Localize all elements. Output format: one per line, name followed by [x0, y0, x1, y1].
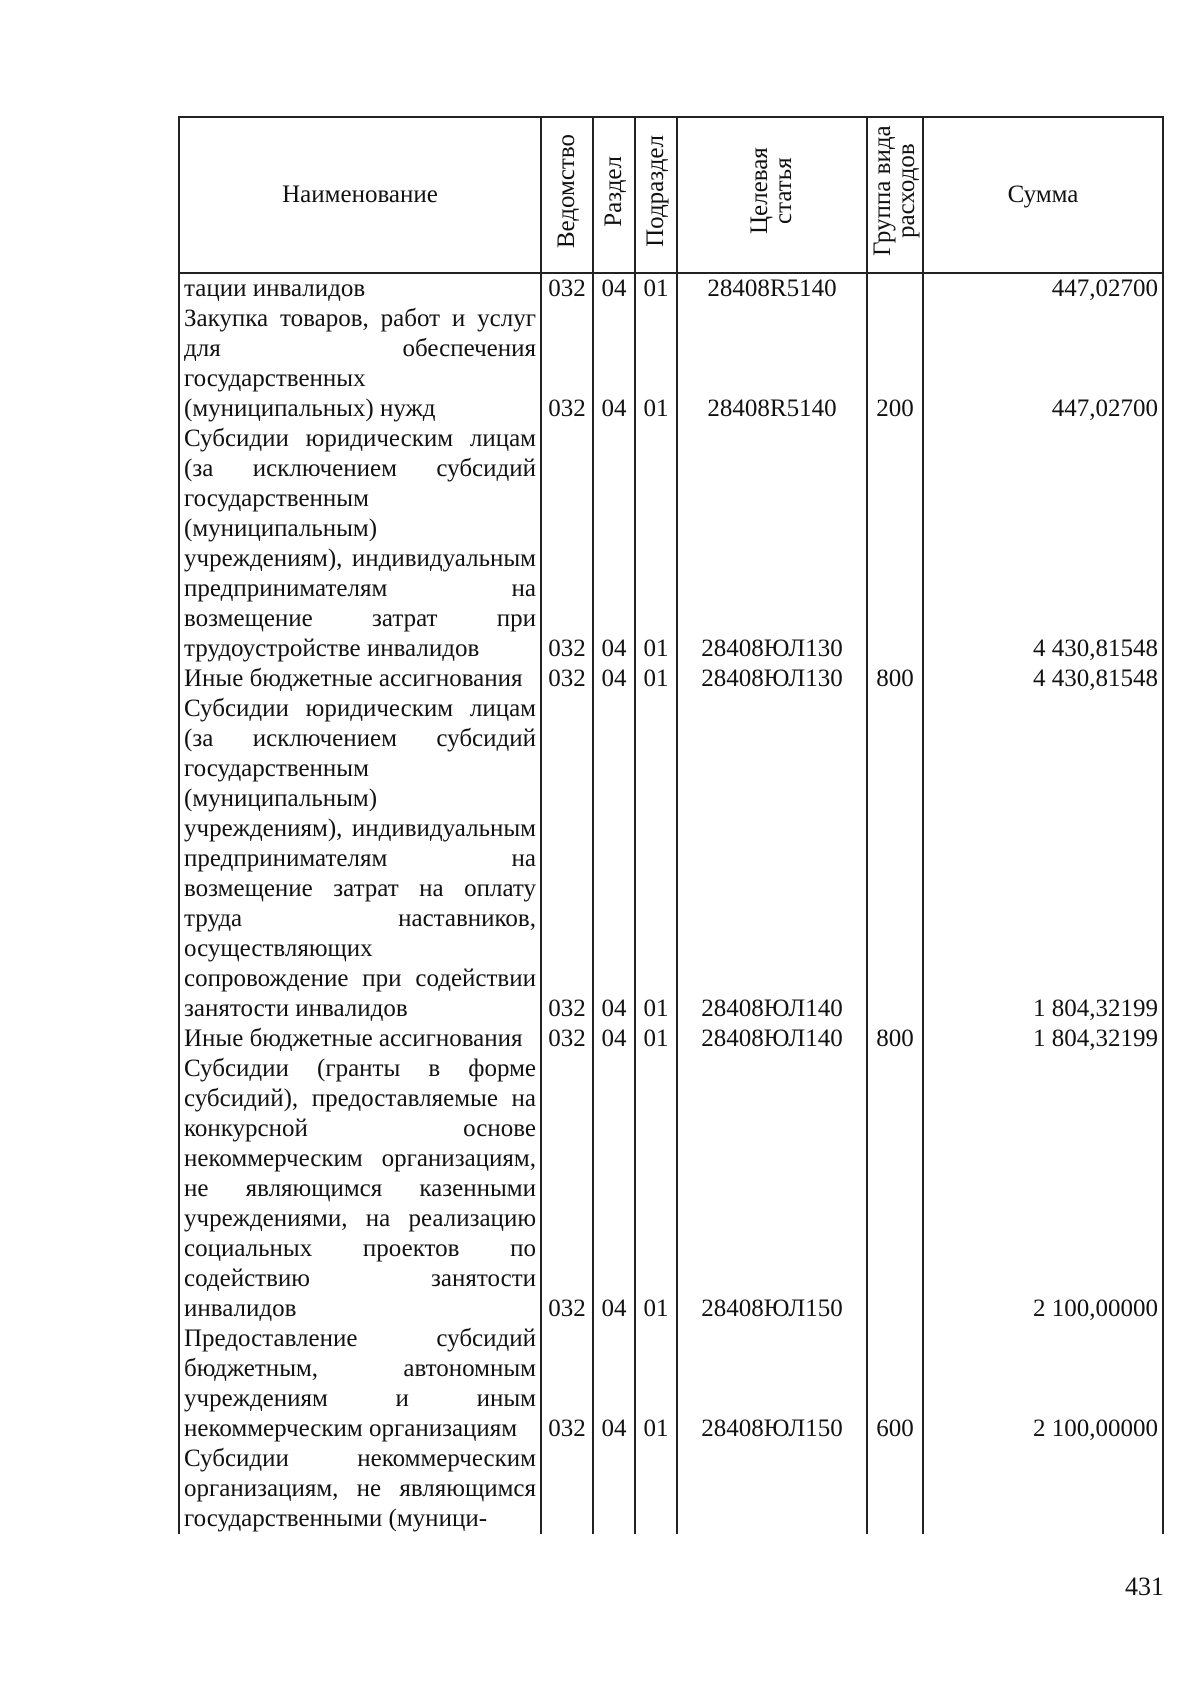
row-razdel: 04 [593, 304, 635, 424]
row-summa: 447,02700 [923, 304, 1163, 424]
table-row [179, 304, 1163, 424]
header-vedomstvo: Ведомство [541, 117, 593, 273]
header-podrazdel: Подраздел [635, 117, 677, 273]
row-podrazdel: 01 [635, 273, 677, 304]
row-razdel: 04 [593, 424, 635, 664]
row-celevaya-statya: 28408ЮЛ140 [677, 694, 867, 1024]
row-name: тации инвалидов [179, 273, 541, 304]
table-header-row [179, 117, 1163, 273]
row-razdel: 04 [593, 694, 635, 1024]
row-summa: 2 100,00000 [923, 1054, 1163, 1324]
header-razdel: Раздел [593, 117, 635, 273]
row-summa: 2 100,00000 [923, 1324, 1163, 1444]
row-gruppa-vida [867, 1054, 923, 1324]
row-razdel [593, 1444, 635, 1534]
row-podrazdel: 01 [635, 1324, 677, 1444]
row-vedomstvo: 032 [541, 1324, 593, 1444]
row-name: Иные бюджетные ассигнования [179, 1024, 541, 1054]
table-row [179, 1024, 1163, 1054]
row-celevaya-statya [677, 1444, 867, 1534]
row-gruppa-vida [867, 424, 923, 664]
row-razdel: 04 [593, 1054, 635, 1324]
row-podrazdel: 01 [635, 694, 677, 1024]
header-celevaya-line2: статья [770, 157, 797, 225]
header-name: Наименование [179, 117, 541, 273]
row-podrazdel [635, 1444, 677, 1534]
header-gruppa-vida [867, 117, 923, 273]
row-gruppa-vida: 800 [867, 1024, 923, 1054]
table-row [179, 1054, 1163, 1324]
row-gruppa-vida: 200 [867, 304, 923, 424]
row-summa: 4 430,81548 [923, 664, 1163, 694]
row-podrazdel: 01 [635, 424, 677, 664]
header-summa: Сумма [923, 117, 1163, 273]
row-name: Субсидии (гранты в форме субсидий), предоставляемые на конкурсной основе некоммерческим организациям, не являющимся казенными учреждениями, на реализацию социальных проектов по содействию занятости инвалидов [179, 1054, 541, 1324]
table-row [179, 1444, 1163, 1534]
row-podrazdel: 01 [635, 304, 677, 424]
row-summa: 1 804,32199 [923, 694, 1163, 1024]
header-gruppa-line1: Группа вида [869, 125, 896, 257]
row-gruppa-vida [867, 1444, 923, 1534]
row-celevaya-statya: 28408ЮЛ140 [677, 1024, 867, 1054]
row-razdel: 04 [593, 273, 635, 304]
row-razdel: 04 [593, 664, 635, 694]
row-razdel: 04 [593, 1024, 635, 1054]
table-row [179, 1324, 1163, 1444]
row-gruppa-vida [867, 273, 923, 304]
row-vedomstvo: 032 [541, 1024, 593, 1054]
table-row [179, 664, 1163, 694]
row-celevaya-statya: 28408ЮЛ130 [677, 664, 867, 694]
row-celevaya-statya: 28408ЮЛ150 [677, 1054, 867, 1324]
row-gruppa-vida [867, 694, 923, 1024]
budget-table [178, 116, 1164, 1534]
row-name: Иные бюджетные ассигнования [179, 664, 541, 694]
row-celevaya-statya: 28408R5140 [677, 304, 867, 424]
row-celevaya-statya: 28408ЮЛ150 [677, 1324, 867, 1444]
row-summa: 4 430,81548 [923, 424, 1163, 664]
row-razdel: 04 [593, 1324, 635, 1444]
row-vedomstvo: 032 [541, 664, 593, 694]
row-vedomstvo: 032 [541, 304, 593, 424]
row-gruppa-vida: 800 [867, 664, 923, 694]
row-summa: 447,02700 [923, 273, 1163, 304]
table-row [179, 694, 1163, 1024]
row-podrazdel: 01 [635, 1024, 677, 1054]
row-gruppa-vida: 600 [867, 1324, 923, 1444]
row-summa [923, 1444, 1163, 1534]
row-vedomstvo [541, 1444, 593, 1534]
page-number: 431 [1125, 1572, 1164, 1601]
header-celevaya-line1: Целевая [746, 147, 773, 235]
row-name: Субсидии юридическим лицам (за исключением субсидий государственным (муниципальным) учреждениям), индивидуальным предпринимателям на возмещение затрат при трудоустройстве инвалидов [179, 424, 541, 664]
row-podrazdel: 01 [635, 1054, 677, 1324]
row-podrazdel: 01 [635, 664, 677, 694]
row-vedomstvo: 032 [541, 1054, 593, 1324]
table-row [179, 273, 1163, 304]
row-summa: 1 804,32199 [923, 1024, 1163, 1054]
row-name: Субсидии юридическим лицам (за исключением субсидий государственным (муниципальным) учреждениям), индивидуальным предпринимателям на возмещение затрат на оплату труда наставников, осуществляющих сопровождение при содействии занятости инвалидов [179, 694, 541, 1024]
row-vedomstvo: 032 [541, 694, 593, 1024]
row-name: Закупка товаров, работ и услуг для обеспечения государственных (муниципальных) нужд [179, 304, 541, 424]
table-body [179, 273, 1163, 1534]
header-celevaya-statya [677, 117, 867, 273]
table-row [179, 424, 1163, 664]
row-celevaya-statya: 28408R5140 [677, 273, 867, 304]
row-celevaya-statya: 28408ЮЛ130 [677, 424, 867, 664]
row-vedomstvo: 032 [541, 273, 593, 304]
row-name: Субсидии некоммерческим организациям, не являющимся государственными (муници- [179, 1444, 541, 1534]
row-vedomstvo: 032 [541, 424, 593, 664]
row-name: Предоставление субсидий бюджетным, автономным учреждениям и иным некоммерческим организациям [179, 1324, 541, 1444]
header-gruppa-line2: расходов [893, 143, 920, 239]
